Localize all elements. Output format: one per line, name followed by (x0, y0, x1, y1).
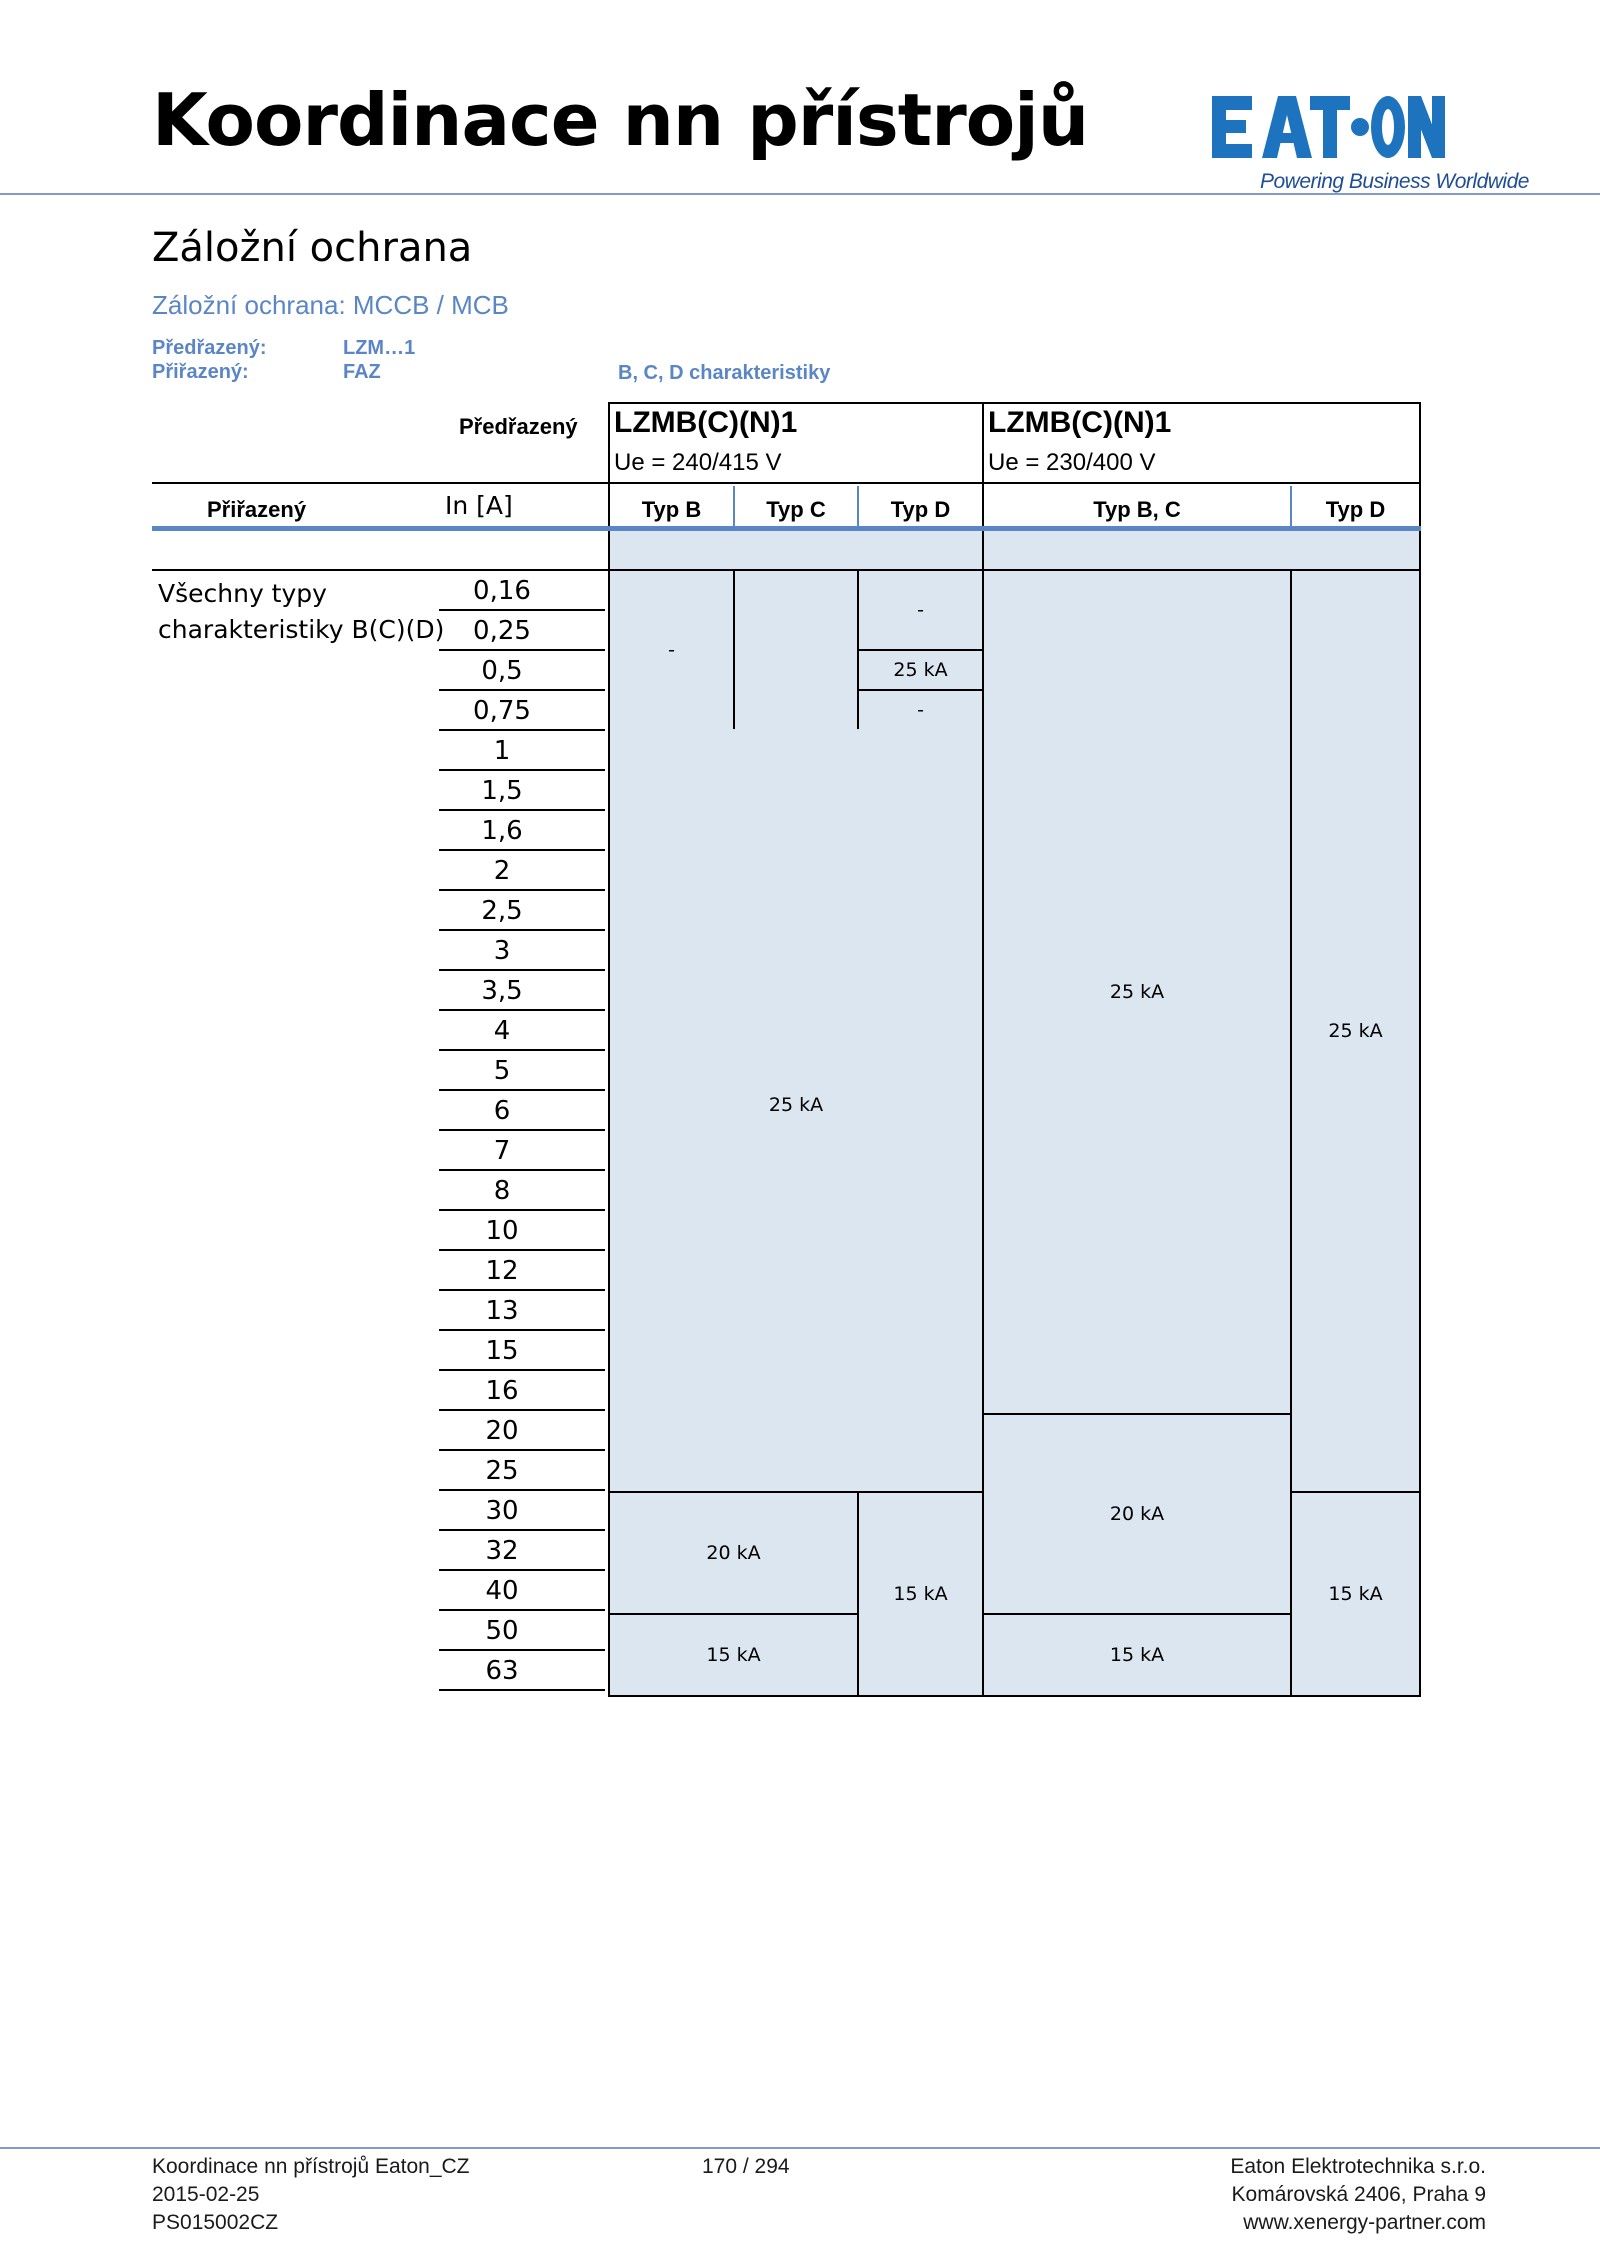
in-value: 10 (439, 1211, 605, 1251)
in-value: 16 (439, 1371, 605, 1411)
g2-d-main-cell: 25 kA (1290, 569, 1421, 1493)
footer-page-number: 170 / 294 (702, 2155, 790, 2178)
g1-region-joiner (735, 729, 857, 733)
g1-bc-50-63-cell: 15 kA (608, 1613, 859, 1697)
upstream-value: LZM…1 (343, 337, 416, 359)
eaton-logo (1212, 93, 1445, 161)
characteristics-label: B, C, D charakteristiky (618, 362, 831, 384)
downstream-label: Přiřazený: (152, 361, 249, 383)
upstream-header: Předřazený (459, 414, 578, 439)
header-line (152, 482, 610, 484)
in-value: 0,16 (439, 571, 605, 611)
g1-typd-075-cell: - (857, 689, 984, 731)
in-value: 5 (439, 1051, 605, 1091)
footer-divider (0, 2147, 1600, 2149)
page-title: Koordinace nn přístrojů (152, 78, 1089, 162)
g1-typd-05-cell: 25 kA (857, 649, 984, 691)
type-b-header: Typ B (641, 497, 702, 522)
row-label-line1: Všechny typy (158, 579, 327, 608)
in-value: 3,5 (439, 971, 605, 1011)
type-bc-header: Typ B, C (1093, 497, 1181, 522)
in-value: 15 (439, 1331, 605, 1371)
in-header: In [A] (445, 491, 513, 520)
device-header-divider (982, 402, 984, 484)
footer-company: Eaton Elektrotechnika s.r.o. (1230, 2155, 1486, 2178)
eaton-tagline: Powering Business Worldwide (1260, 170, 1529, 193)
g1-main-value: 25 kA (768, 1094, 824, 1116)
g2-d-30-63-cell: 15 kA (1290, 1491, 1421, 1697)
device-1-title: LZMB(C)(N)1 (614, 406, 798, 439)
in-value: 3 (439, 931, 605, 971)
spacer-divider (982, 531, 984, 571)
in-value: 40 (439, 1571, 605, 1611)
in-value: 12 (439, 1251, 605, 1291)
g1-typd-top-cell: - (857, 569, 984, 651)
section-title: Záložní ochrana (152, 225, 473, 271)
device-2-voltage: Ue = 230/400 V (988, 449, 1156, 476)
g1-typb-small-cell: - (608, 569, 735, 731)
in-value: 2 (439, 851, 605, 891)
in-value: 1,5 (439, 771, 605, 811)
in-value: 0,25 (439, 611, 605, 651)
footer-doc-code: PS015002CZ (152, 2211, 279, 2234)
g2-bc-20-40-cell: 20 kA (982, 1413, 1292, 1615)
footer-date: 2015-02-25 (152, 2183, 260, 2206)
spacer-row (608, 531, 1421, 571)
footer-doc-title: Koordinace nn přístrojů Eaton_CZ (152, 2155, 470, 2178)
row-label-line2: charakteristiky B(C)(D) (158, 615, 445, 644)
type-d2-header: Typ D (1325, 497, 1386, 522)
in-value: 63 (439, 1651, 605, 1691)
downstream-header: Přiřazený (207, 497, 307, 522)
in-value: 2,5 (439, 891, 605, 931)
in-value: 13 (439, 1291, 605, 1331)
type-d-header: Typ D (890, 497, 951, 522)
in-value: 25 (439, 1451, 605, 1491)
downstream-value: FAZ (343, 361, 381, 383)
device-1-voltage: Ue = 240/415 V (614, 449, 782, 476)
g2-bc-main-cell: 25 kA (982, 569, 1292, 1415)
in-value: 8 (439, 1171, 605, 1211)
type-c-header: Typ C (766, 497, 826, 522)
in-value: 1,6 (439, 811, 605, 851)
in-value: 0,5 (439, 651, 605, 691)
footer-website[interactable]: www.xenergy-partner.com (1243, 2211, 1486, 2234)
device-2-title: LZMB(C)(N)1 (988, 406, 1172, 439)
in-value: 50 (439, 1611, 605, 1651)
in-value: 7 (439, 1131, 605, 1171)
in-value: 30 (439, 1491, 605, 1531)
in-value: 32 (439, 1531, 605, 1571)
g2-bc-50-63-cell: 15 kA (982, 1613, 1292, 1697)
footer-address: Komárovská 2406, Praha 9 (1231, 2183, 1486, 2206)
in-value: 4 (439, 1011, 605, 1051)
in-value: 0,75 (439, 691, 605, 731)
in-value: 1 (439, 731, 605, 771)
in-value: 6 (439, 1091, 605, 1131)
g1-bc-30-40-cell: 20 kA (608, 1491, 859, 1615)
section-subtitle: Záložní ochrana: MCCB / MCB (152, 290, 509, 320)
in-value: 20 (439, 1411, 605, 1451)
g1-d-30-63-cell: 15 kA (857, 1491, 984, 1697)
g1-typc-upper-region (733, 569, 859, 733)
upstream-label: Předřazený: (152, 337, 267, 359)
